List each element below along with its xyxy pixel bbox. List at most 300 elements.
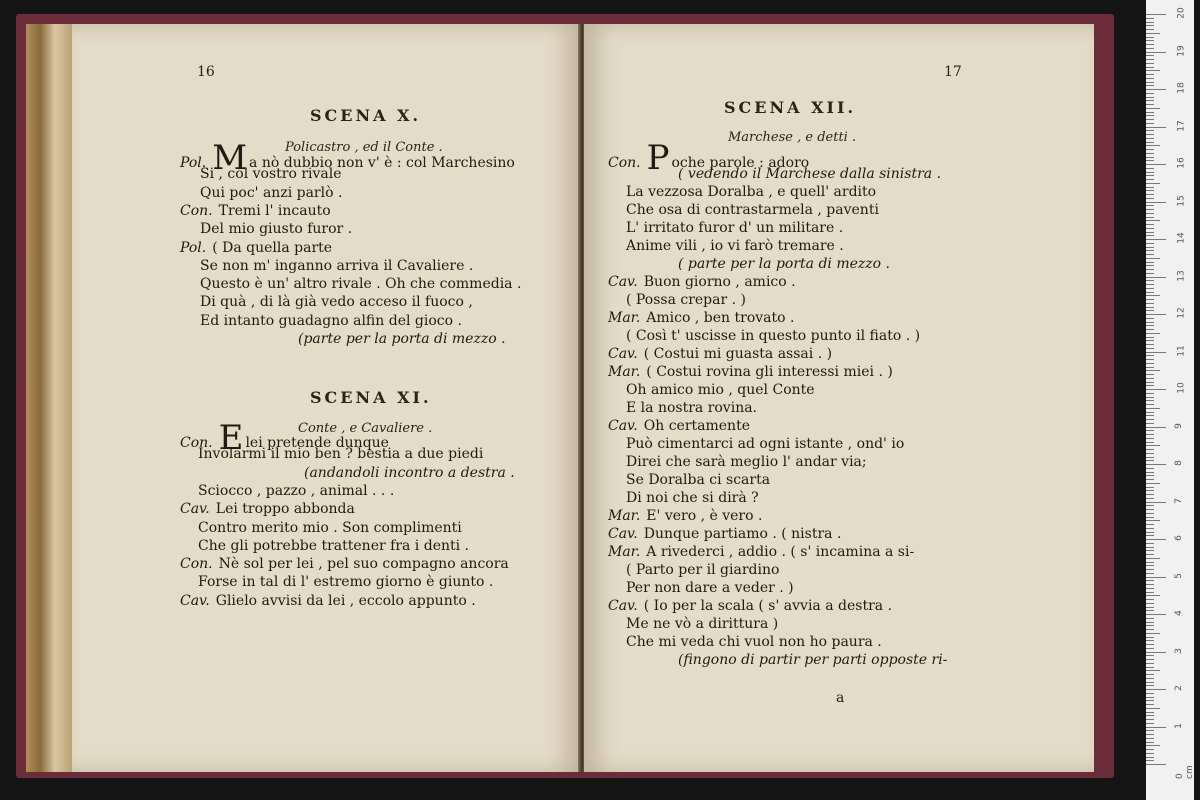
speaker-label: Cav.	[608, 526, 638, 542]
script-line	[626, 238, 844, 254]
ruler-tick	[1146, 262, 1154, 263]
ruler-tick	[1146, 760, 1154, 761]
ruler-tick	[1146, 52, 1166, 53]
ruler-tick	[1146, 543, 1154, 544]
left-page	[72, 24, 580, 772]
ruler-tick	[1146, 55, 1154, 56]
ruler-tick	[1146, 119, 1154, 120]
ruler-tick	[1146, 142, 1154, 143]
script-line	[626, 490, 759, 506]
script-line	[626, 202, 879, 218]
ruler-tick	[1146, 288, 1154, 289]
ruler-tick	[1146, 427, 1166, 428]
speaker-label: Mar.	[608, 364, 641, 380]
ruler-tick	[1146, 610, 1154, 611]
ruler-tick	[1146, 753, 1154, 754]
ruler-tick	[1146, 307, 1154, 308]
ruler-tick	[1146, 464, 1166, 465]
ruler-tick	[1146, 453, 1154, 454]
line-text: Dunque partiamo . ( nistra .	[643, 526, 842, 542]
ruler-tick	[1146, 337, 1154, 338]
ruler-number: 6	[1173, 535, 1184, 541]
ruler-tick	[1146, 138, 1154, 139]
ruler-tick	[1146, 678, 1154, 679]
script-line	[678, 256, 890, 272]
ruler-tick	[1146, 359, 1154, 360]
ruler-tick	[1146, 209, 1154, 210]
ruler-tick	[1146, 663, 1154, 664]
ruler-tick	[1146, 685, 1154, 686]
line-text: Nè sol per lei , pel suo compagno ancora	[218, 556, 509, 573]
line-text: A rivederci , addio . ( s' incamina a si-	[646, 544, 915, 560]
ruler-tick	[1146, 614, 1166, 615]
ruler-tick	[1146, 108, 1160, 109]
ruler-tick	[1146, 314, 1166, 315]
line-text: ( Io per la scala ( s' avvia a destra .	[643, 598, 893, 614]
ruler-tick	[1146, 322, 1154, 323]
ruler-tick	[1146, 277, 1166, 278]
ruler-tick	[1146, 704, 1154, 705]
line-text: ( Possa crepar . )	[626, 292, 746, 308]
ruler-tick	[1146, 59, 1154, 60]
ruler-tick	[1146, 198, 1154, 199]
script-line	[180, 240, 332, 256]
ruler-tick	[1146, 547, 1154, 548]
ruler-tick	[1146, 258, 1160, 259]
ruler-tick	[1146, 344, 1154, 345]
ruler-tick	[1146, 187, 1154, 188]
ruler-tick	[1146, 494, 1154, 495]
ruler-tick	[1146, 513, 1154, 514]
speaker-label: Mar.	[608, 544, 641, 560]
ruler-tick	[1146, 434, 1154, 435]
ruler-tick	[1146, 393, 1154, 394]
ruler-tick	[1146, 659, 1154, 660]
ruler-tick	[1146, 378, 1154, 379]
ruler-tick	[1146, 385, 1154, 386]
script-line	[198, 520, 462, 536]
ruler-tick	[1146, 539, 1166, 540]
ruler-tick	[1146, 325, 1154, 326]
ruler-tick	[1146, 397, 1154, 398]
ruler-tick	[1146, 273, 1154, 274]
ruler-tick	[1146, 18, 1154, 19]
line-text: (parte per la porta di mezzo .	[298, 331, 506, 347]
script-line	[200, 185, 342, 201]
ruler-tick	[1146, 194, 1154, 195]
line-text: Che osa di contrastarmela , paventi	[626, 202, 879, 218]
ruler-tick	[1146, 715, 1154, 716]
ruler-tick	[1146, 524, 1154, 525]
ruler-tick	[1146, 340, 1154, 341]
script-line	[608, 346, 832, 362]
ruler-tick	[1146, 82, 1154, 83]
ruler-tick	[1146, 67, 1154, 68]
line-text: ( parte per la porta di mezzo .	[678, 256, 890, 272]
line-text: Se non m' inganno arriva il Cavaliere .	[200, 257, 474, 274]
ruler-tick	[1146, 652, 1166, 653]
ruler-tick	[1146, 603, 1154, 604]
ruler-tick	[1146, 243, 1154, 244]
ruler-tick	[1146, 33, 1160, 34]
ruler-tick	[1146, 712, 1154, 713]
line-text: Che mi veda chi vuol non ho paura .	[626, 634, 882, 650]
script-line	[608, 418, 750, 434]
ruler-tick	[1146, 228, 1154, 229]
ruler-number: 1	[1173, 722, 1184, 729]
ruler-tick	[1146, 697, 1154, 698]
script-line	[626, 616, 778, 632]
script-line	[298, 331, 506, 347]
ruler-tick	[1146, 25, 1154, 26]
script-line	[626, 184, 876, 200]
ruler-tick	[1146, 247, 1154, 248]
ruler-tick	[1146, 588, 1154, 589]
ruler-tick	[1146, 232, 1154, 233]
ruler-tick	[1146, 363, 1154, 364]
line-text: lei pretende dunque	[245, 435, 389, 451]
ruler-tick	[1146, 625, 1154, 626]
ruler-tick	[1146, 667, 1154, 668]
line-text: ( Costui rovina gli interessi miei . )	[646, 364, 893, 380]
line-text: Del mio giusto furor .	[200, 221, 353, 238]
page-edges	[26, 24, 74, 772]
ruler-number: 11	[1176, 344, 1187, 357]
ruler-tick	[1146, 415, 1154, 416]
script-line	[626, 580, 794, 596]
line-text: E' vero , è vero .	[646, 508, 763, 524]
ruler-tick	[1146, 239, 1166, 240]
script-line	[626, 292, 746, 308]
ruler-tick	[1146, 37, 1154, 38]
script-line	[678, 166, 941, 182]
line-text: Tremi l' incauto	[218, 202, 331, 219]
ruler-tick	[1146, 329, 1154, 330]
script-line	[626, 400, 757, 416]
line-text: ( Da quella parte	[212, 239, 333, 256]
ruler-tick	[1146, 648, 1154, 649]
line-text: Che gli potrebbe trattener fra i denti .	[198, 537, 469, 554]
speaker-label: Con.	[180, 556, 213, 573]
ruler-tick	[1146, 764, 1166, 765]
ruler-tick	[1146, 400, 1154, 401]
ruler-tick	[1146, 730, 1154, 731]
ruler-tick	[1146, 674, 1154, 675]
script-line	[608, 310, 794, 326]
script-line	[626, 220, 843, 236]
measurement-ruler	[1146, 0, 1194, 800]
speaker-label: Cav.	[608, 418, 638, 434]
ruler-tick	[1146, 479, 1154, 480]
ruler-tick	[1146, 367, 1154, 368]
line-text: Contro merito mio . Son complimenti	[198, 519, 462, 536]
ruler-tick	[1146, 89, 1166, 90]
script-line	[198, 483, 394, 499]
ruler-tick	[1146, 562, 1154, 563]
speaker-label: Cav.	[608, 598, 638, 614]
speaker-label: Pol.	[180, 155, 207, 171]
ruler-tick	[1146, 487, 1154, 488]
ruler-number: 5	[1173, 572, 1184, 579]
ruler-tick	[1146, 550, 1154, 551]
ruler-tick	[1146, 442, 1154, 443]
ruler-tick	[1146, 577, 1166, 578]
ruler-number: 8	[1173, 460, 1184, 466]
ruler-number: 9	[1173, 422, 1184, 429]
speaker-label: Cav.	[608, 274, 638, 290]
ruler-tick	[1146, 509, 1154, 510]
speaker-label: Mar.	[608, 310, 641, 326]
scene-title: SCENA XI.	[310, 388, 432, 407]
ruler-tick	[1146, 438, 1154, 439]
ruler-tick	[1146, 569, 1154, 570]
ruler-tick	[1146, 382, 1154, 383]
ruler-tick	[1146, 44, 1154, 45]
line-text: Di noi che si dirà ?	[626, 490, 759, 506]
drop-cap: M	[212, 138, 248, 178]
ruler-tick	[1146, 457, 1154, 458]
ruler-tick	[1146, 727, 1166, 728]
ruler-tick	[1146, 745, 1160, 746]
ruler-tick	[1146, 220, 1160, 221]
line-text: Di quà , di là già vedo acceso il fuoco ,	[200, 294, 473, 311]
script-line	[626, 634, 882, 650]
ruler-tick	[1146, 700, 1154, 701]
ruler-number: 4	[1173, 610, 1184, 616]
ruler-tick	[1146, 592, 1154, 593]
ruler-tick	[1146, 85, 1154, 86]
line-text: Se Doralba ci scarta	[626, 472, 771, 488]
ruler-tick	[1146, 490, 1154, 491]
script-line	[608, 598, 892, 614]
ruler-number: 14	[1176, 232, 1187, 244]
ruler-tick	[1146, 580, 1154, 581]
drop-cap: E	[218, 418, 244, 458]
ruler-tick	[1146, 22, 1154, 23]
script-line	[626, 436, 904, 452]
ruler-tick	[1146, 235, 1154, 236]
ruler-tick	[1146, 734, 1154, 735]
ruler-tick	[1146, 153, 1154, 154]
ruler-tick	[1146, 565, 1154, 566]
page-number: 16	[197, 64, 215, 80]
ruler-tick	[1146, 310, 1154, 311]
ruler-tick	[1146, 520, 1160, 521]
ruler-number: 12	[1176, 307, 1187, 319]
line-text: (andandoli incontro a destra .	[304, 464, 515, 481]
ruler-tick	[1146, 475, 1154, 476]
line-text: Oh amico mio , quel Conte	[626, 382, 815, 398]
script-line	[198, 574, 493, 590]
ruler-tick	[1146, 40, 1154, 41]
line-text: Qui poc' anzi parlò .	[200, 184, 343, 201]
script-line	[626, 472, 770, 488]
ruler-tick	[1146, 629, 1154, 630]
ruler-tick	[1146, 749, 1154, 750]
scene-cast: Policastro , ed il Conte .	[285, 140, 443, 155]
line-text: oche parole : adoro	[671, 155, 810, 171]
ruler-tick	[1146, 498, 1154, 499]
ruler-tick	[1146, 640, 1154, 641]
ruler-number: 19	[1176, 44, 1187, 57]
line-text: Involarmi il mio ben ? bestia a due piedi	[198, 446, 484, 463]
line-text: Glielo avvisi da lei , eccolo appunto .	[215, 592, 476, 609]
line-text: ( Così t' uscisse in questo punto il fiato . )	[626, 328, 921, 344]
ruler-number: 18	[1176, 82, 1187, 94]
scene-title: SCENA X.	[310, 106, 422, 125]
line-text: Forse in tal di l' estremo giorno è giunto .	[198, 574, 494, 591]
ruler-tick	[1146, 472, 1154, 473]
ruler-number: 16	[1176, 157, 1187, 169]
ruler-tick	[1146, 168, 1154, 169]
ruler-tick	[1146, 412, 1154, 413]
script-line	[200, 258, 473, 274]
line-text: Questo è un' altro rivale . Oh che commedia .	[200, 276, 522, 293]
ruler-tick	[1146, 618, 1154, 619]
ruler-tick	[1146, 682, 1154, 683]
speaker-label: Pol.	[180, 239, 207, 256]
line-text: Anime vili , io vi farò tremare .	[626, 238, 844, 254]
line-text: Me ne vò a dirittura )	[626, 616, 779, 632]
ruler-tick	[1146, 265, 1154, 266]
ruler-tick	[1146, 449, 1154, 450]
ruler-tick	[1146, 483, 1160, 484]
ruler-tick	[1146, 528, 1154, 529]
ruler-tick	[1146, 532, 1154, 533]
ruler-tick	[1146, 558, 1160, 559]
ruler-tick	[1146, 145, 1160, 146]
line-text: Ed intanto guadagno alfin del gioco .	[200, 312, 462, 329]
ruler-tick	[1146, 112, 1154, 113]
script-line	[180, 593, 476, 609]
ruler-tick	[1146, 404, 1154, 405]
ruler-number: 20	[1176, 7, 1187, 19]
ruler-tick	[1146, 517, 1154, 518]
ruler-tick	[1146, 97, 1154, 98]
ruler-tick	[1146, 468, 1154, 469]
script-line	[626, 382, 815, 398]
ruler-tick	[1146, 123, 1154, 124]
ruler-tick	[1146, 149, 1154, 150]
line-text: Si , col vostro rivale	[200, 166, 342, 183]
line-text: Lei troppo abbonda	[215, 501, 355, 518]
ruler-tick	[1146, 70, 1160, 71]
ruler-tick	[1146, 93, 1154, 94]
script-line	[200, 166, 342, 182]
scene-cast: Marchese , e detti .	[728, 130, 857, 145]
ruler-tick	[1146, 352, 1166, 353]
script-line	[608, 508, 762, 524]
line-text: ( vedendo il Marchese dalla sinistra .	[678, 166, 942, 182]
speaker-label: Con.	[180, 435, 213, 451]
ruler-tick	[1146, 74, 1154, 75]
line-text: La vezzosa Doralba , e quell' ardito	[626, 184, 877, 200]
ruler-tick	[1146, 78, 1154, 79]
ruler-tick	[1146, 554, 1154, 555]
ruler-tick	[1146, 573, 1154, 574]
speaker-label: Mar.	[608, 508, 641, 524]
ruler-tick	[1146, 419, 1154, 420]
ruler-tick	[1146, 374, 1154, 375]
ruler-tick	[1146, 599, 1154, 600]
ruler-tick	[1146, 183, 1160, 184]
ruler-tick	[1146, 757, 1154, 758]
ruler-tick	[1146, 179, 1154, 180]
ruler-tick	[1146, 460, 1154, 461]
line-text: Direi che sarà meglio l' andar via;	[626, 454, 867, 470]
script-line	[198, 538, 469, 554]
ruler-tick	[1146, 303, 1154, 304]
ruler-tick	[1146, 355, 1154, 356]
ruler-tick	[1146, 269, 1154, 270]
ruler-tick	[1146, 693, 1154, 694]
line-text: Sciocco , pazzo , animal . . .	[198, 482, 395, 499]
ruler-tick	[1146, 708, 1160, 709]
ruler-tick	[1146, 160, 1154, 161]
ruler-tick	[1146, 254, 1154, 255]
line-text: Per non dare a veder . )	[626, 580, 794, 596]
script-line	[200, 313, 462, 329]
ruler-tick	[1146, 134, 1154, 135]
ruler-tick	[1146, 408, 1160, 409]
ruler-tick	[1146, 115, 1154, 116]
page-number: 17	[944, 64, 962, 80]
line-text: E la nostra rovina.	[626, 400, 758, 416]
speaker-label: Cav.	[180, 501, 210, 518]
speaker-label: Con.	[180, 202, 213, 219]
right-page	[584, 24, 1094, 772]
script-line	[198, 446, 483, 462]
ruler-tick	[1146, 130, 1154, 131]
ruler-tick	[1146, 584, 1154, 585]
script-line	[200, 294, 473, 310]
ruler-number: 13	[1176, 269, 1187, 282]
line-text: Buon giorno , amico .	[643, 274, 796, 290]
ruler-tick	[1146, 633, 1160, 634]
script-line	[608, 544, 914, 560]
ruler-tick	[1146, 213, 1154, 214]
ruler-tick	[1146, 250, 1154, 251]
line-text: (fingono di partir per parti opposte ri-	[678, 652, 948, 668]
script-line	[626, 562, 779, 578]
ruler-tick	[1146, 202, 1166, 203]
scene-title: SCENA XII.	[724, 98, 857, 117]
ruler-tick	[1146, 430, 1154, 431]
ruler-tick	[1146, 333, 1160, 334]
ruler-tick	[1146, 502, 1166, 503]
ruler-tick	[1146, 595, 1160, 596]
ruler-tick	[1146, 157, 1154, 158]
line-text: Amico , ben trovato .	[646, 310, 795, 326]
ruler-tick	[1146, 370, 1160, 371]
ruler-tick	[1146, 292, 1154, 293]
ruler-tick	[1146, 217, 1154, 218]
ruler-tick	[1146, 175, 1154, 176]
line-text: Può cimentarci ad ogni istante , ond' io	[626, 436, 905, 452]
ruler-tick	[1146, 284, 1154, 285]
script-line	[304, 465, 515, 481]
ruler-tick	[1146, 742, 1154, 743]
ruler-tick	[1146, 48, 1154, 49]
ruler-number: 17	[1176, 119, 1187, 132]
ruler-tick	[1146, 172, 1154, 173]
scene-cast: Conte , e Cavaliere .	[298, 421, 433, 436]
ruler-tick	[1146, 100, 1154, 101]
script-line	[608, 526, 841, 542]
ruler-tick	[1146, 295, 1160, 296]
ruler-tick	[1146, 622, 1154, 623]
script-line	[200, 221, 352, 237]
